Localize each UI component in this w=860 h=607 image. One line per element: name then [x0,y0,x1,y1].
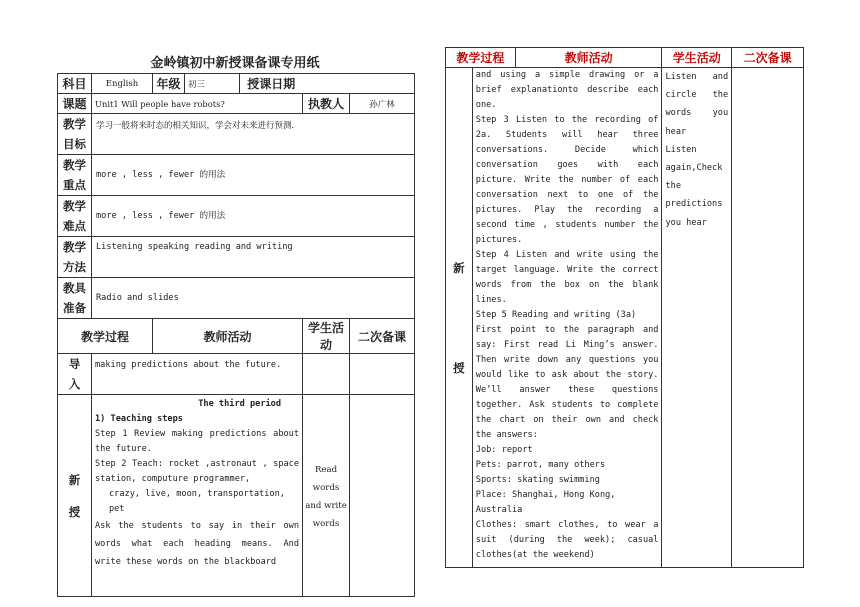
right-lesson-table [445,47,804,568]
grade-value: 初三 [185,74,240,94]
intro-student-cell [303,354,350,395]
difficult-value: more , less , fewer 的用法 [92,196,415,237]
topic-value: Unit1 Will people have robots? [92,94,303,114]
method-value: Listening speaking reading and writing [92,237,415,278]
step-line: and using a simple drawing or a brief explanationto describe each one. [475,70,659,110]
step-line: Step 5 Reading and writing (3a) [475,310,637,320]
date-value [303,74,415,94]
step-line: First point to the paragraph and say: First read Li Ming’s answer. Then write down any questions you would like to ask about the story. We’ll answer these questions together. Ask students to complete the chart on their own and check the answers: [475,325,659,440]
student-activity-content [303,395,350,597]
student-activity-line: and write [305,501,347,511]
right-header-teacher-activity: 教师活动 [515,48,662,68]
topic-label: 课题 [58,94,92,114]
goal-label: 教学 目标 [58,114,92,155]
answer-line: Job: report [475,445,533,455]
header-process: 教学过程 [58,319,153,354]
answer-line: Sports: skating swimming [475,475,600,485]
difficult-label: 教学 难点 [58,196,92,237]
student-activity-line: Read words [312,465,340,493]
answer-line: Clothes: smart clothes, to wear a suit (during the week); casual clothes(at the weekend) [475,520,659,560]
key-label: 教学 重点 [58,155,92,196]
period-title: The third period [198,399,282,409]
header-student-activity: 学生活动 [303,319,350,354]
student-activity-word: the [712,90,729,101]
student-activity-word: again,Check [665,163,723,174]
document-title: 金岭镇初中新授课备课专用纸 [150,56,320,71]
student-activity-word: the [665,181,682,192]
right-header-second-prep: 二次备课 [732,48,804,68]
teacher-value: 孙广林 [350,94,415,114]
step-line: Step 2 Teach: rocket ,astronaut , space station, computure programmer, [95,459,300,484]
answer-line: Place: Shanghai, Hong Kong, Australia [475,490,616,515]
intro-second-cell [350,354,415,395]
prep-value: Radio and slides [92,278,415,319]
intro-label: 导 入 [58,354,92,395]
step-line: Step 1 Review making predictions about the future. [95,429,300,454]
header-teacher-activity: 教师活动 [153,319,303,354]
date-label: 授课日期 [240,74,303,94]
right-header-student-activity: 学生活动 [662,48,732,68]
new-lesson-label: 新 授 [58,395,92,597]
student-activity-word: you hear [665,217,707,228]
teacher-label: 执教人 [303,94,350,114]
subject-value: English [92,74,153,94]
second-prep-cell [350,395,415,597]
right-second-prep-cell [732,68,804,568]
student-activity-word: hear [665,126,687,137]
header-second-prep: 二次备课 [350,319,415,354]
student-activity-word: circle [665,90,697,101]
right-teacher-activity-content [472,68,662,568]
student-activity-word: predictions [665,199,723,210]
right-header-process: 教学过程 [446,48,516,68]
goal-value: 学习一般将来时态的相关知识，学会对未来进行预测. [92,114,415,155]
left-lesson-table [57,73,415,597]
subject-label: 科目 [58,74,92,94]
student-activity-line: words [312,519,340,529]
student-activity-word: and [712,72,729,82]
right-new-lesson-label: 新 授 [446,68,473,568]
student-activity-word: you [712,108,729,119]
student-activity-word: words [665,108,692,119]
prep-label: 教具 准备 [58,278,92,319]
answer-line: Pets: parrot, many others [475,460,606,470]
key-value: more , less , fewer 的用法 [92,155,415,196]
intro-value: making predictions about the future. [92,354,303,395]
grade-label: 年级 [153,74,185,94]
step-line: Ask the students to say in their own words what each heading means. And write these words on the blackboard [95,521,300,567]
method-label: 教学 方法 [58,237,92,278]
step-line: Step 3 Listen to the recording of 2a. Students will hear three conversations. Decide which conversation goes with each picture. Write the number of each conversation next to one of the pictures. Play the recording a second time , students number the pictures. [475,115,659,245]
right-student-activity-content [662,68,732,568]
step-line: crazy, live, moon, transportation, pet [109,489,285,514]
steps-heading: 1) Teaching steps [95,414,183,424]
teacher-activity-content [92,395,303,597]
student-activity-word: Listen [665,144,697,155]
step-line: Step 4 Listen and write using the target language. Write the correct words from the box on the blank lines. [475,250,659,305]
student-activity-word: Listen [665,72,697,82]
